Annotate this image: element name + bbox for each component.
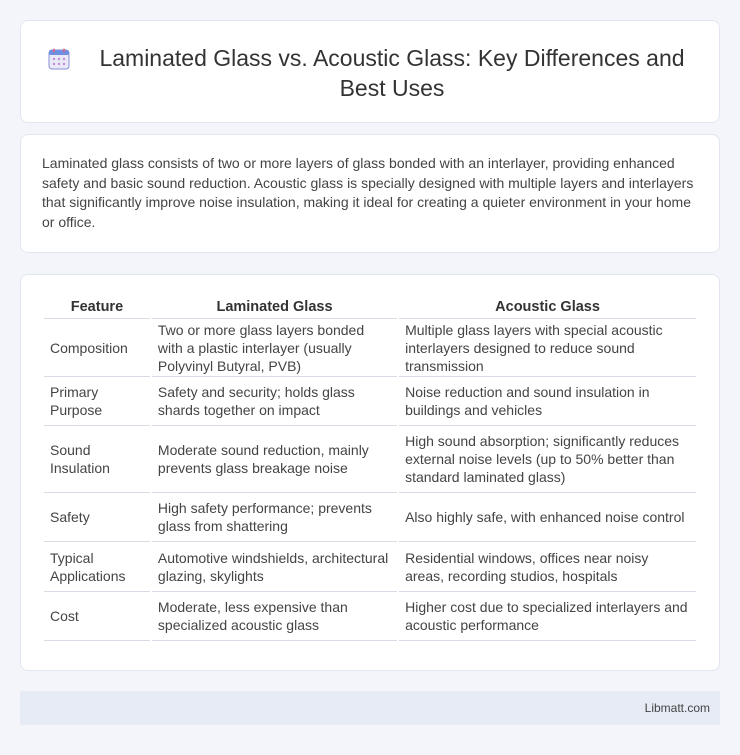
- footer-site-link[interactable]: Libmatt.com: [644, 701, 710, 715]
- page-title: Laminated Glass vs. Acoustic Glass: Key Differences and Best Uses: [99, 45, 685, 101]
- row-laminated: Moderate sound reduction, mainly prevents glass breakage noise: [152, 426, 397, 493]
- row-feature: Typical Applications: [44, 542, 150, 592]
- header-acoustic: Acoustic Glass: [399, 295, 696, 319]
- row-feature: Cost: [44, 592, 150, 641]
- calendar-icon: [48, 48, 70, 70]
- table-header-row: [44, 295, 696, 319]
- row-feature: Sound Insulation: [44, 426, 150, 493]
- intro-paragraph: Laminated glass consists of two or more layers of glass bonded with an interlayer, providing enhanced safety and basic sound reduction. Acoustic glass is specially designed with multiple layers and interlayers that significantly improve noise insulation, making it ideal for creating a quieter environment in your home or office.: [42, 155, 694, 230]
- title-card: [20, 20, 720, 123]
- row-laminated: Two or more glass layers bonded with a plastic interlayer (usually Polyvinyl Butyral, PVB): [152, 319, 397, 377]
- row-acoustic: Residential windows, offices near noisy areas, recording studios, hospitals: [399, 542, 696, 592]
- row-acoustic: Higher cost due to specialized interlayers and acoustic performance: [399, 592, 696, 641]
- intro-card: [20, 134, 720, 253]
- table-row: [44, 542, 696, 592]
- row-laminated: Safety and security; holds glass shards together on impact: [152, 377, 397, 426]
- row-acoustic: Noise reduction and sound insulation in buildings and vehicles: [399, 377, 696, 426]
- table-row: [44, 493, 696, 542]
- row-acoustic: Also highly safe, with enhanced noise control: [399, 493, 696, 542]
- row-laminated: Automotive windshields, architectural glazing, skylights: [152, 542, 397, 592]
- header-laminated: Laminated Glass: [152, 295, 397, 319]
- row-laminated: High safety performance; prevents glass from shattering: [152, 493, 397, 542]
- table-row: [44, 319, 696, 377]
- header-feature: Feature: [44, 295, 150, 319]
- table-row: [44, 377, 696, 426]
- comparison-table: [42, 295, 698, 641]
- comparison-card: [20, 274, 720, 671]
- table-row: [44, 592, 696, 641]
- footer-bar: [20, 691, 720, 725]
- row-feature: Primary Purpose: [44, 377, 150, 426]
- row-acoustic: Multiple glass layers with special acoustic interlayers designed to reduce sound transmission: [399, 319, 696, 377]
- table-row: [44, 426, 696, 493]
- row-laminated: Moderate, less expensive than specialized acoustic glass: [152, 592, 397, 641]
- row-acoustic: High sound absorption; significantly reduces external noise levels (up to 50% better than standard laminated glass): [399, 426, 696, 493]
- row-feature: Composition: [44, 319, 150, 377]
- row-feature: Safety: [44, 493, 150, 542]
